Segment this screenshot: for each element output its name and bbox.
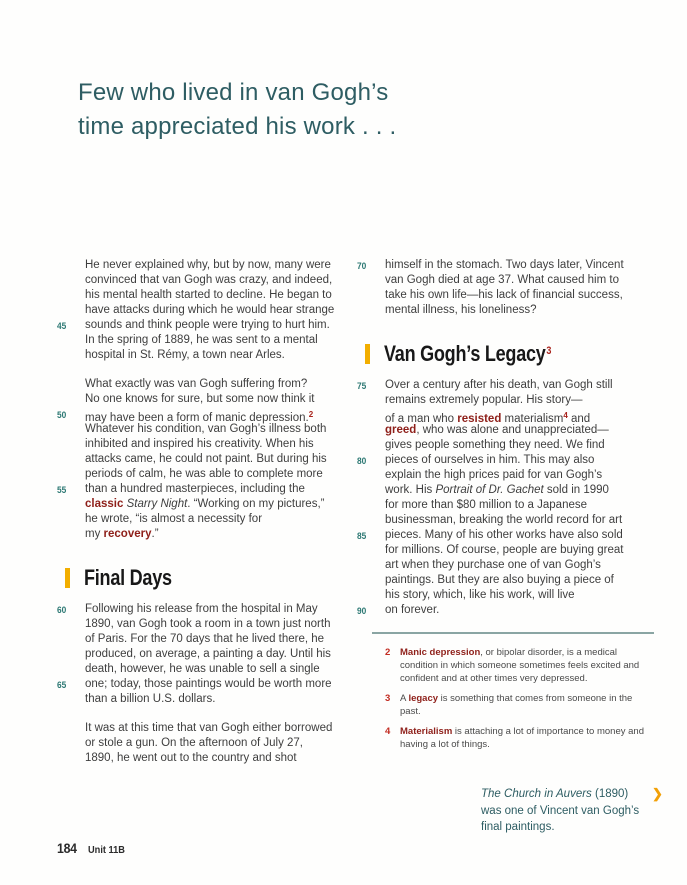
footnotes — [385, 646, 657, 751]
text-segment: gives people something they need. We find — [385, 439, 605, 451]
text-segment: , who was alone and unappreciated— — [416, 424, 609, 436]
line-number: 65 — [57, 680, 67, 691]
text-line — [85, 751, 357, 766]
text-line — [57, 318, 357, 333]
text-segment: paintings. But they are also buying a piece of — [385, 574, 614, 586]
text-segment: is attaching a lot of importance to money and having a lot of things. — [400, 726, 644, 750]
right-column — [357, 258, 657, 758]
text-line — [85, 632, 357, 647]
text-segment: or stole a gun. On the afternoon of July 27, — [85, 737, 304, 749]
text-segment: is something that comes from someone in the past. — [400, 693, 633, 717]
text-segment: explain the high prices paid for van Gogh’s — [385, 469, 603, 481]
text-segment: convinced that van Gogh was crazy, and indeed, — [85, 274, 333, 286]
footnote-divider — [372, 632, 654, 634]
text-segment: attacks came, he could not paint. But during his — [85, 453, 327, 465]
text-segment: The Church in Auvers — [481, 788, 592, 800]
text-line — [385, 303, 657, 318]
footnote — [385, 725, 657, 751]
text-segment: take his own life—his lack of financial success, — [385, 289, 623, 301]
text-line — [385, 558, 657, 573]
text-segment: his story, which, like his work, will live — [385, 589, 575, 601]
footnote-reference: 3 — [546, 345, 552, 357]
text-line — [385, 513, 657, 528]
text-line — [85, 467, 357, 482]
footnote-number: 2 — [385, 647, 391, 658]
caption-line-2: was one of Vincent van Gogh’s — [481, 804, 640, 817]
keyword-text: classic — [85, 498, 124, 510]
paragraph — [357, 378, 657, 618]
text-segment: What exactly was van Gogh suffering from? — [85, 378, 308, 390]
text-line — [85, 273, 357, 288]
text-segment: . “Working on my pictures,” — [187, 498, 325, 510]
text-line — [85, 647, 357, 662]
section-heading-text: Final Days — [84, 565, 172, 590]
text-line — [85, 303, 357, 318]
heading-accent-bar — [365, 344, 370, 364]
section-heading-text: Van Gogh’s Legacy$^3$ — [384, 341, 552, 366]
line-number: 80 — [357, 456, 367, 467]
text-segment: Over a century after his death, van Gogh still — [385, 379, 613, 391]
keyword-text: legacy — [408, 693, 439, 704]
text-segment: death, however, he was unable to sell a single — [85, 663, 320, 675]
text-segment: himself in the stomach. Two days later, Vincent — [385, 259, 624, 271]
text-line — [385, 288, 657, 303]
text-line — [85, 288, 357, 303]
footnote-number: 3 — [385, 693, 391, 704]
text-segment: Whatever his condition, van Gogh’s illness both — [85, 423, 327, 435]
text-line — [357, 258, 657, 273]
text-segment: mental illness, his loneliness? — [385, 304, 537, 316]
text-line — [85, 736, 357, 751]
line-number: 55 — [57, 485, 67, 496]
text-line — [385, 483, 657, 498]
text-segment: businessman, breaking the world record for art — [385, 514, 623, 526]
footnote-text — [400, 692, 650, 718]
section-heading — [65, 566, 357, 590]
page-title — [78, 76, 396, 144]
footnote-reference: 2 — [308, 410, 314, 419]
line-number: 85 — [357, 531, 367, 542]
paragraph — [57, 258, 357, 363]
text-segment: remains extremely popular. His story— — [385, 394, 583, 406]
text-segment: for millions. Of course, people are buying great — [385, 544, 624, 556]
footnote — [385, 692, 657, 718]
text-line — [357, 528, 657, 543]
text-line — [385, 393, 657, 408]
text-line — [357, 603, 657, 618]
text-segment: pieces of ourselves in him. This may also — [385, 454, 595, 466]
text-segment: In the spring of 1889, he was sent to a mental — [85, 334, 318, 346]
text-line — [57, 407, 357, 424]
text-segment: No one knows for sure, but some now think it — [85, 393, 315, 405]
line-number: 70 — [357, 261, 367, 272]
caption-arrow-icon: ❯ — [652, 786, 663, 801]
footnote-text — [400, 725, 650, 751]
text-segment: van Gogh died at age 37. What caused him to — [385, 274, 619, 286]
heading-accent-bar — [65, 568, 70, 588]
text-segment: 1890, van Gogh took a room in a town just north — [85, 618, 331, 630]
text-segment: He never explained why, but by now, many were — [85, 259, 331, 271]
text-segment: may have been a form of manic depression. — [85, 412, 309, 424]
text-segment: sounds and think people were trying to hurt him. — [85, 319, 330, 331]
photo-caption — [481, 786, 681, 836]
text-segment: my — [85, 528, 104, 540]
page-title-line-1: Few who lived in van Gogh’s — [78, 79, 389, 106]
section-heading — [365, 342, 657, 366]
text-segment: have attacks during which he would hear strange — [85, 304, 335, 316]
text-line — [85, 392, 357, 407]
text-line — [85, 422, 357, 437]
text-line — [85, 258, 357, 273]
text-segment: on forever. — [385, 604, 440, 616]
text-line — [85, 692, 357, 707]
text-segment: art when they purchase one of van Gogh’s — [385, 559, 601, 571]
text-segment: It was at this time that van Gogh either borrowed — [85, 722, 333, 734]
page-title-line-2: time appreciated his work . . . — [78, 113, 397, 140]
text-line — [385, 438, 657, 453]
text-line — [57, 677, 357, 692]
line-number: 75 — [357, 381, 367, 392]
footnote-number: 4 — [385, 726, 391, 737]
caption-line-1 — [481, 786, 681, 803]
text-line — [385, 543, 657, 558]
text-segment: 1890, he went out to the country and shot — [85, 752, 297, 764]
line-number: 50 — [57, 410, 67, 421]
text-line — [85, 333, 357, 348]
text-segment: work. His — [385, 484, 436, 496]
footnote — [385, 646, 657, 685]
text-line — [385, 468, 657, 483]
text-line — [357, 378, 657, 393]
text-segment: .” — [151, 528, 159, 540]
text-segment: Portrait of Dr. Gachet — [435, 484, 544, 496]
text-segment: produced, on average, a painting a day. Until his — [85, 648, 331, 660]
line-number: 45 — [57, 321, 67, 332]
footnote-reference: 4 — [563, 411, 568, 420]
text-line — [85, 437, 357, 452]
paragraph — [85, 721, 357, 766]
text-segment: for more than $80 million to a Japanese — [385, 499, 588, 511]
text-segment: (1890) — [591, 788, 629, 800]
page-footer — [57, 840, 130, 856]
text-segment: Starry Night — [126, 498, 188, 510]
text-segment: sold in 1990 — [543, 484, 609, 496]
text-line — [85, 377, 357, 392]
text-segment: pieces. Many of his other works have also sold — [385, 529, 623, 541]
keyword-text: Materialism — [400, 726, 453, 737]
keyword-text: greed — [385, 424, 417, 436]
text-segment: and — [567, 413, 591, 425]
text-segment: of a man who — [385, 413, 458, 425]
text-line — [85, 721, 357, 736]
text-line — [57, 482, 357, 497]
text-segment: than a hundred masterpieces, including the — [85, 483, 305, 495]
text-line — [385, 588, 657, 603]
line-number: 60 — [57, 605, 67, 616]
text-line — [85, 452, 357, 467]
text-segment: materialism — [501, 413, 564, 425]
text-segment: than a billion U.S. dollars. — [85, 693, 216, 705]
text-line — [385, 498, 657, 513]
text-segment: inhibited and inspired his creativity. When his — [85, 438, 314, 450]
caption-line-3: final paintings. — [481, 821, 555, 833]
keyword-text: resisted — [457, 413, 502, 425]
text-line — [85, 512, 357, 527]
text-segment: A — [400, 693, 409, 704]
text-segment: one; today, those paintings would be worth more — [85, 678, 332, 690]
text-segment: his mental health started to decline. He began to — [85, 289, 332, 301]
text-line — [385, 273, 657, 288]
text-line — [57, 602, 357, 617]
text-segment: he wrote, “is almost a necessity for — [85, 513, 263, 525]
text-segment: of Paris. For the 70 days that he lived there, he — [85, 633, 325, 645]
text-line — [385, 423, 657, 438]
text-line — [85, 348, 357, 363]
unit-label: Unit 11B — [88, 844, 126, 856]
paragraph — [57, 377, 357, 542]
paragraph — [57, 602, 357, 707]
line-number: 90 — [357, 606, 367, 617]
text-line — [357, 453, 657, 468]
text-line — [85, 662, 357, 677]
footnote-text — [400, 646, 650, 685]
keyword-text: recovery — [103, 528, 152, 540]
page-number: 184 — [57, 840, 77, 856]
text-line — [385, 573, 657, 588]
text-line — [85, 617, 357, 632]
text-line — [85, 497, 357, 512]
text-segment: periods of calm, he was able to complete more — [85, 468, 323, 480]
text-segment: , or bipolar disorder, is a medical condition in which someone sometimes feels excited and confident and at other times very depressed. — [400, 647, 640, 684]
left-column — [57, 258, 357, 780]
text-segment: Following his release from the hospital in May — [85, 603, 318, 615]
text-line — [385, 408, 657, 423]
paragraph — [357, 258, 657, 318]
text-line — [85, 527, 357, 542]
text-segment: hospital in St. Rémy, a town near Arles. — [85, 349, 285, 361]
keyword-text: Manic depression — [400, 647, 481, 658]
